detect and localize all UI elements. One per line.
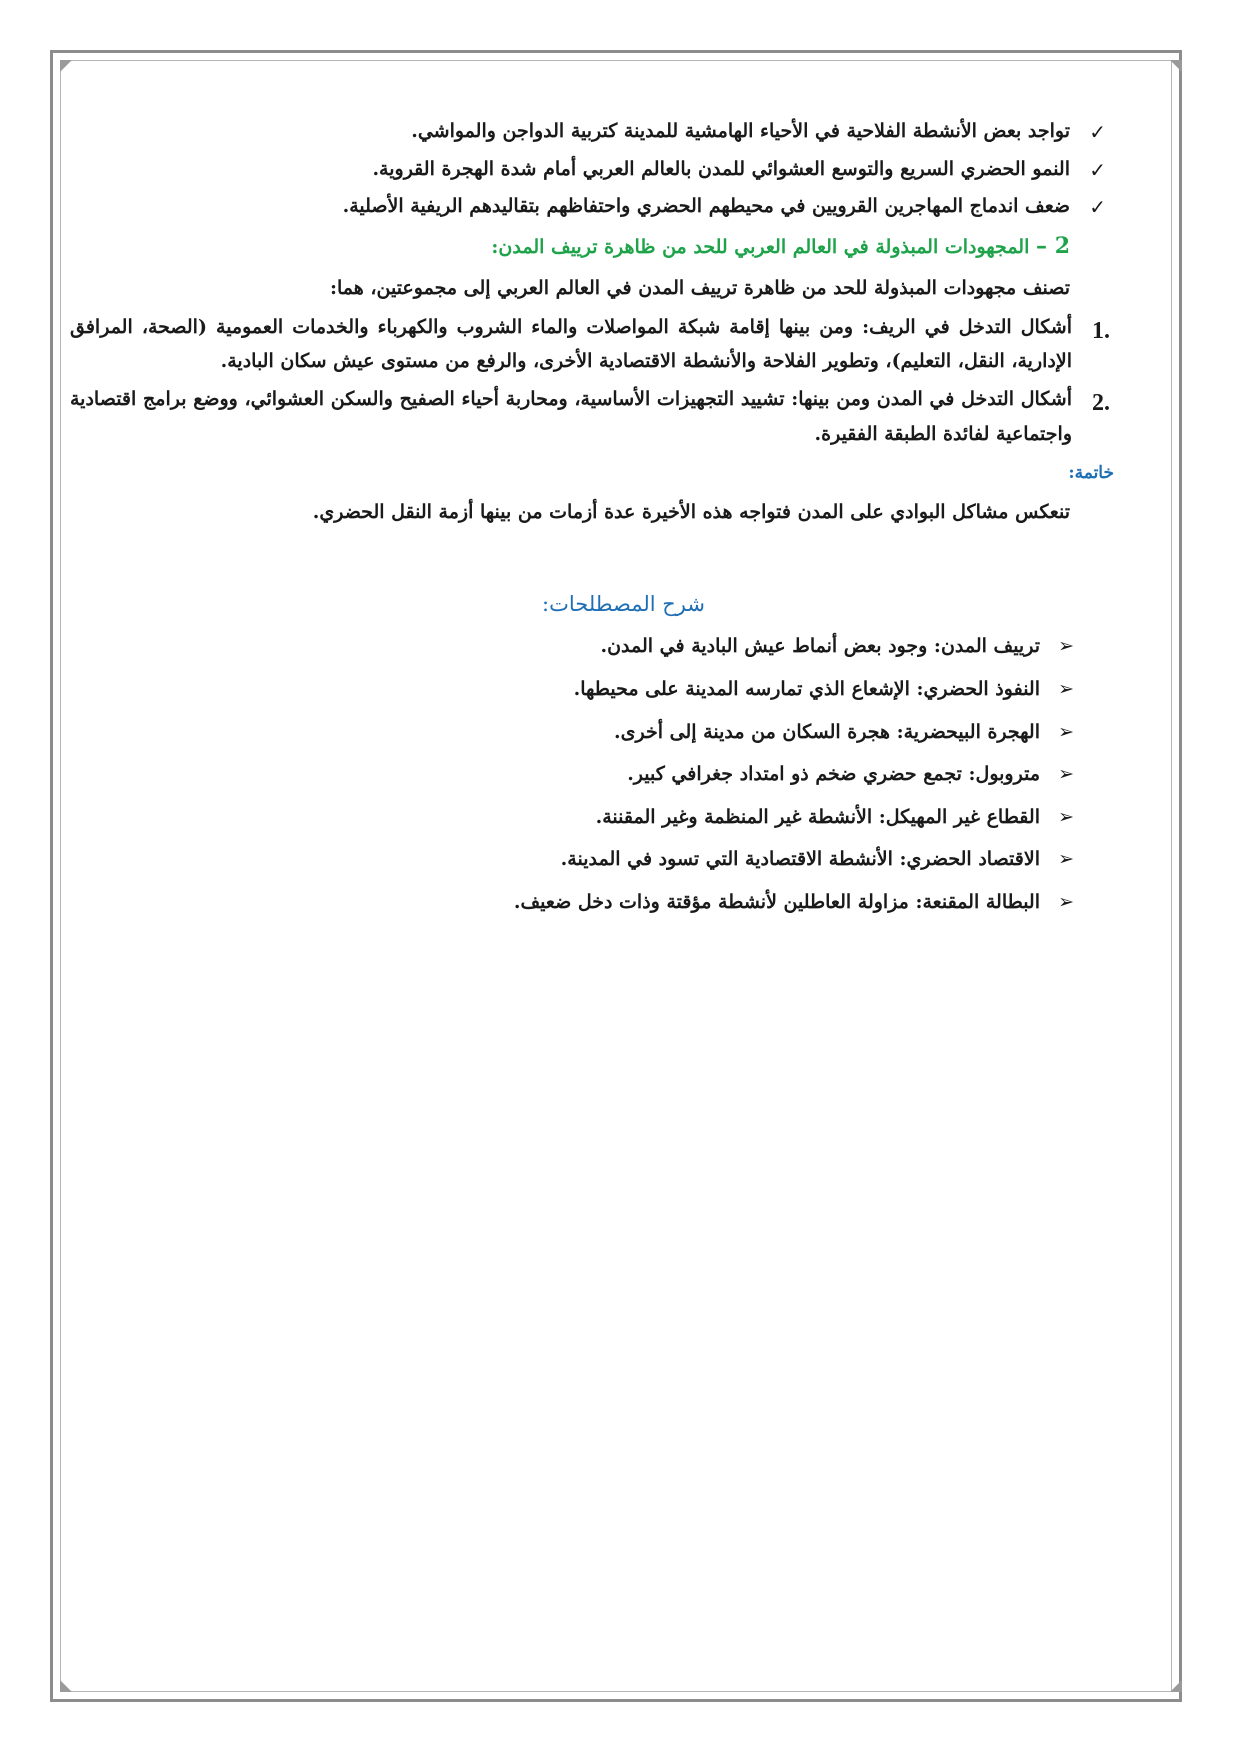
- checkmark-icon: ✓: [1089, 195, 1106, 220]
- glossary-item-text: الهجرة البيحضرية: هجرة السكان من مدينة إلى أخرى.: [614, 720, 1040, 743]
- checkmark-icon: ✓: [1089, 157, 1106, 182]
- item-number: .2: [1092, 390, 1110, 417]
- frame-corner-top-right: [1170, 60, 1182, 72]
- section-number: 2 –: [1036, 232, 1070, 259]
- glossary-item-text: البطالة المقنعة: مزاولة العاطلين لأنشطة مؤقتة وذات دخل ضعيف.: [513, 890, 1040, 913]
- glossary-item: [70, 633, 1110, 661]
- glossary-item-text: ترييف المدن: وجود بعض أنماط عيش البادية في المدن.: [600, 635, 1040, 658]
- numbered-list: [70, 310, 1110, 451]
- glossary-item: [70, 846, 1110, 874]
- list-item: [70, 156, 1110, 184]
- item-number: .1: [1092, 318, 1110, 345]
- arrow-bullet-icon: ➢: [1058, 848, 1074, 871]
- list-item: [70, 118, 1110, 146]
- frame-corner-bottom-right: [1170, 1680, 1182, 1692]
- glossary-item: [70, 761, 1110, 789]
- document-body: [70, 118, 1114, 931]
- list-item-text: تواجد بعض الأنشطة الفلاحية في الأحياء الهامشية للمدينة كتربية الدواجن والمواشي.: [411, 120, 1070, 142]
- arrow-bullet-icon: ➢: [1058, 678, 1074, 700]
- glossary-item: [70, 676, 1110, 704]
- list-item-text: ضعف اندماج المهاجرين القرويين في محيطهم الحضري واحتفاظهم بتقاليدهم الريفية الأصلية.: [342, 195, 1070, 218]
- numbered-item-text: أشكال التدخل في الريف: ومن بينها إقامة شبكة المواصلات والماء الشروب والكهرباء والخدمات العمومية (الصحة، المرافق الإدارية، النقل، التعليم)، وتطوير الفلاحة والأنشطة الاقتصادية الأخرى، والرفع من مستوى عيش سكان البادية.: [70, 316, 1072, 373]
- numbered-item-text: أشكال التدخل في المدن ومن بينها: تشييد التجهيزات الأساسية، ومحاربة أحياء الصفيح والسكن العشوائي، ووضع برامج اقتصادية واجتماعية لفائدة الطبقة الفقيرة.: [70, 388, 1072, 445]
- frame-corner-top-left: [60, 60, 72, 72]
- glossary-item: [70, 719, 1110, 747]
- glossary-item-text: متروبول: تجمع حضري ضخم ذو امتداد جغرافي كبير.: [627, 763, 1040, 786]
- terms-title: شرح المصطلحات:: [542, 592, 705, 617]
- section-intro: تصنف مجهودات المبذولة للحد من ظاهرة ترييف المدن في العالم العربي إلى مجموعتين، هما:: [329, 276, 1070, 299]
- list-item-text: النمو الحضري السريع والتوسع العشوائي للمدن بالعالم العربي أمام شدة الهجرة القروية.: [372, 157, 1070, 180]
- glossary-item-text: الاقتصاد الحضري: الأنشطة الاقتصادية التي تسود في المدينة.: [560, 848, 1040, 871]
- numbered-item: [70, 310, 1110, 378]
- glossary-item: [70, 889, 1110, 917]
- arrow-bullet-icon: ➢: [1058, 635, 1074, 658]
- list-item: [70, 193, 1110, 221]
- arrow-bullet-icon: ➢: [1058, 805, 1074, 828]
- section-heading: [70, 231, 1070, 263]
- section-title: المجهودات المبذولة في العالم العربي للحد من ظاهرة ترييف المدن:: [491, 235, 1030, 258]
- glossary-item: [70, 804, 1110, 832]
- frame-corner-bottom-left: [60, 1680, 72, 1692]
- checkmark-icon: ✓: [1089, 120, 1106, 144]
- arrow-bullet-icon: ➢: [1058, 890, 1074, 913]
- glossary-item-text: القطاع غير المهيكل: الأنشطة غير المنظمة وغير المقننة.: [595, 805, 1040, 828]
- checklist: [70, 118, 1110, 221]
- glossary-list: [70, 633, 1110, 916]
- conclusion-text: تنعكس مشاكل البوادي على المدن فتواجه هذه الأخيرة عدة أزمات من بينها أزمة النقل الحضري.: [312, 501, 1070, 524]
- glossary-item-text: النفوذ الحضري: الإشعاع الذي تمارسه المدينة على محيطها.: [573, 678, 1040, 700]
- arrow-bullet-icon: ➢: [1058, 720, 1074, 743]
- conclusion-title: خاتمة:: [1068, 462, 1114, 483]
- arrow-bullet-icon: ➢: [1058, 763, 1074, 786]
- numbered-item: [70, 382, 1110, 450]
